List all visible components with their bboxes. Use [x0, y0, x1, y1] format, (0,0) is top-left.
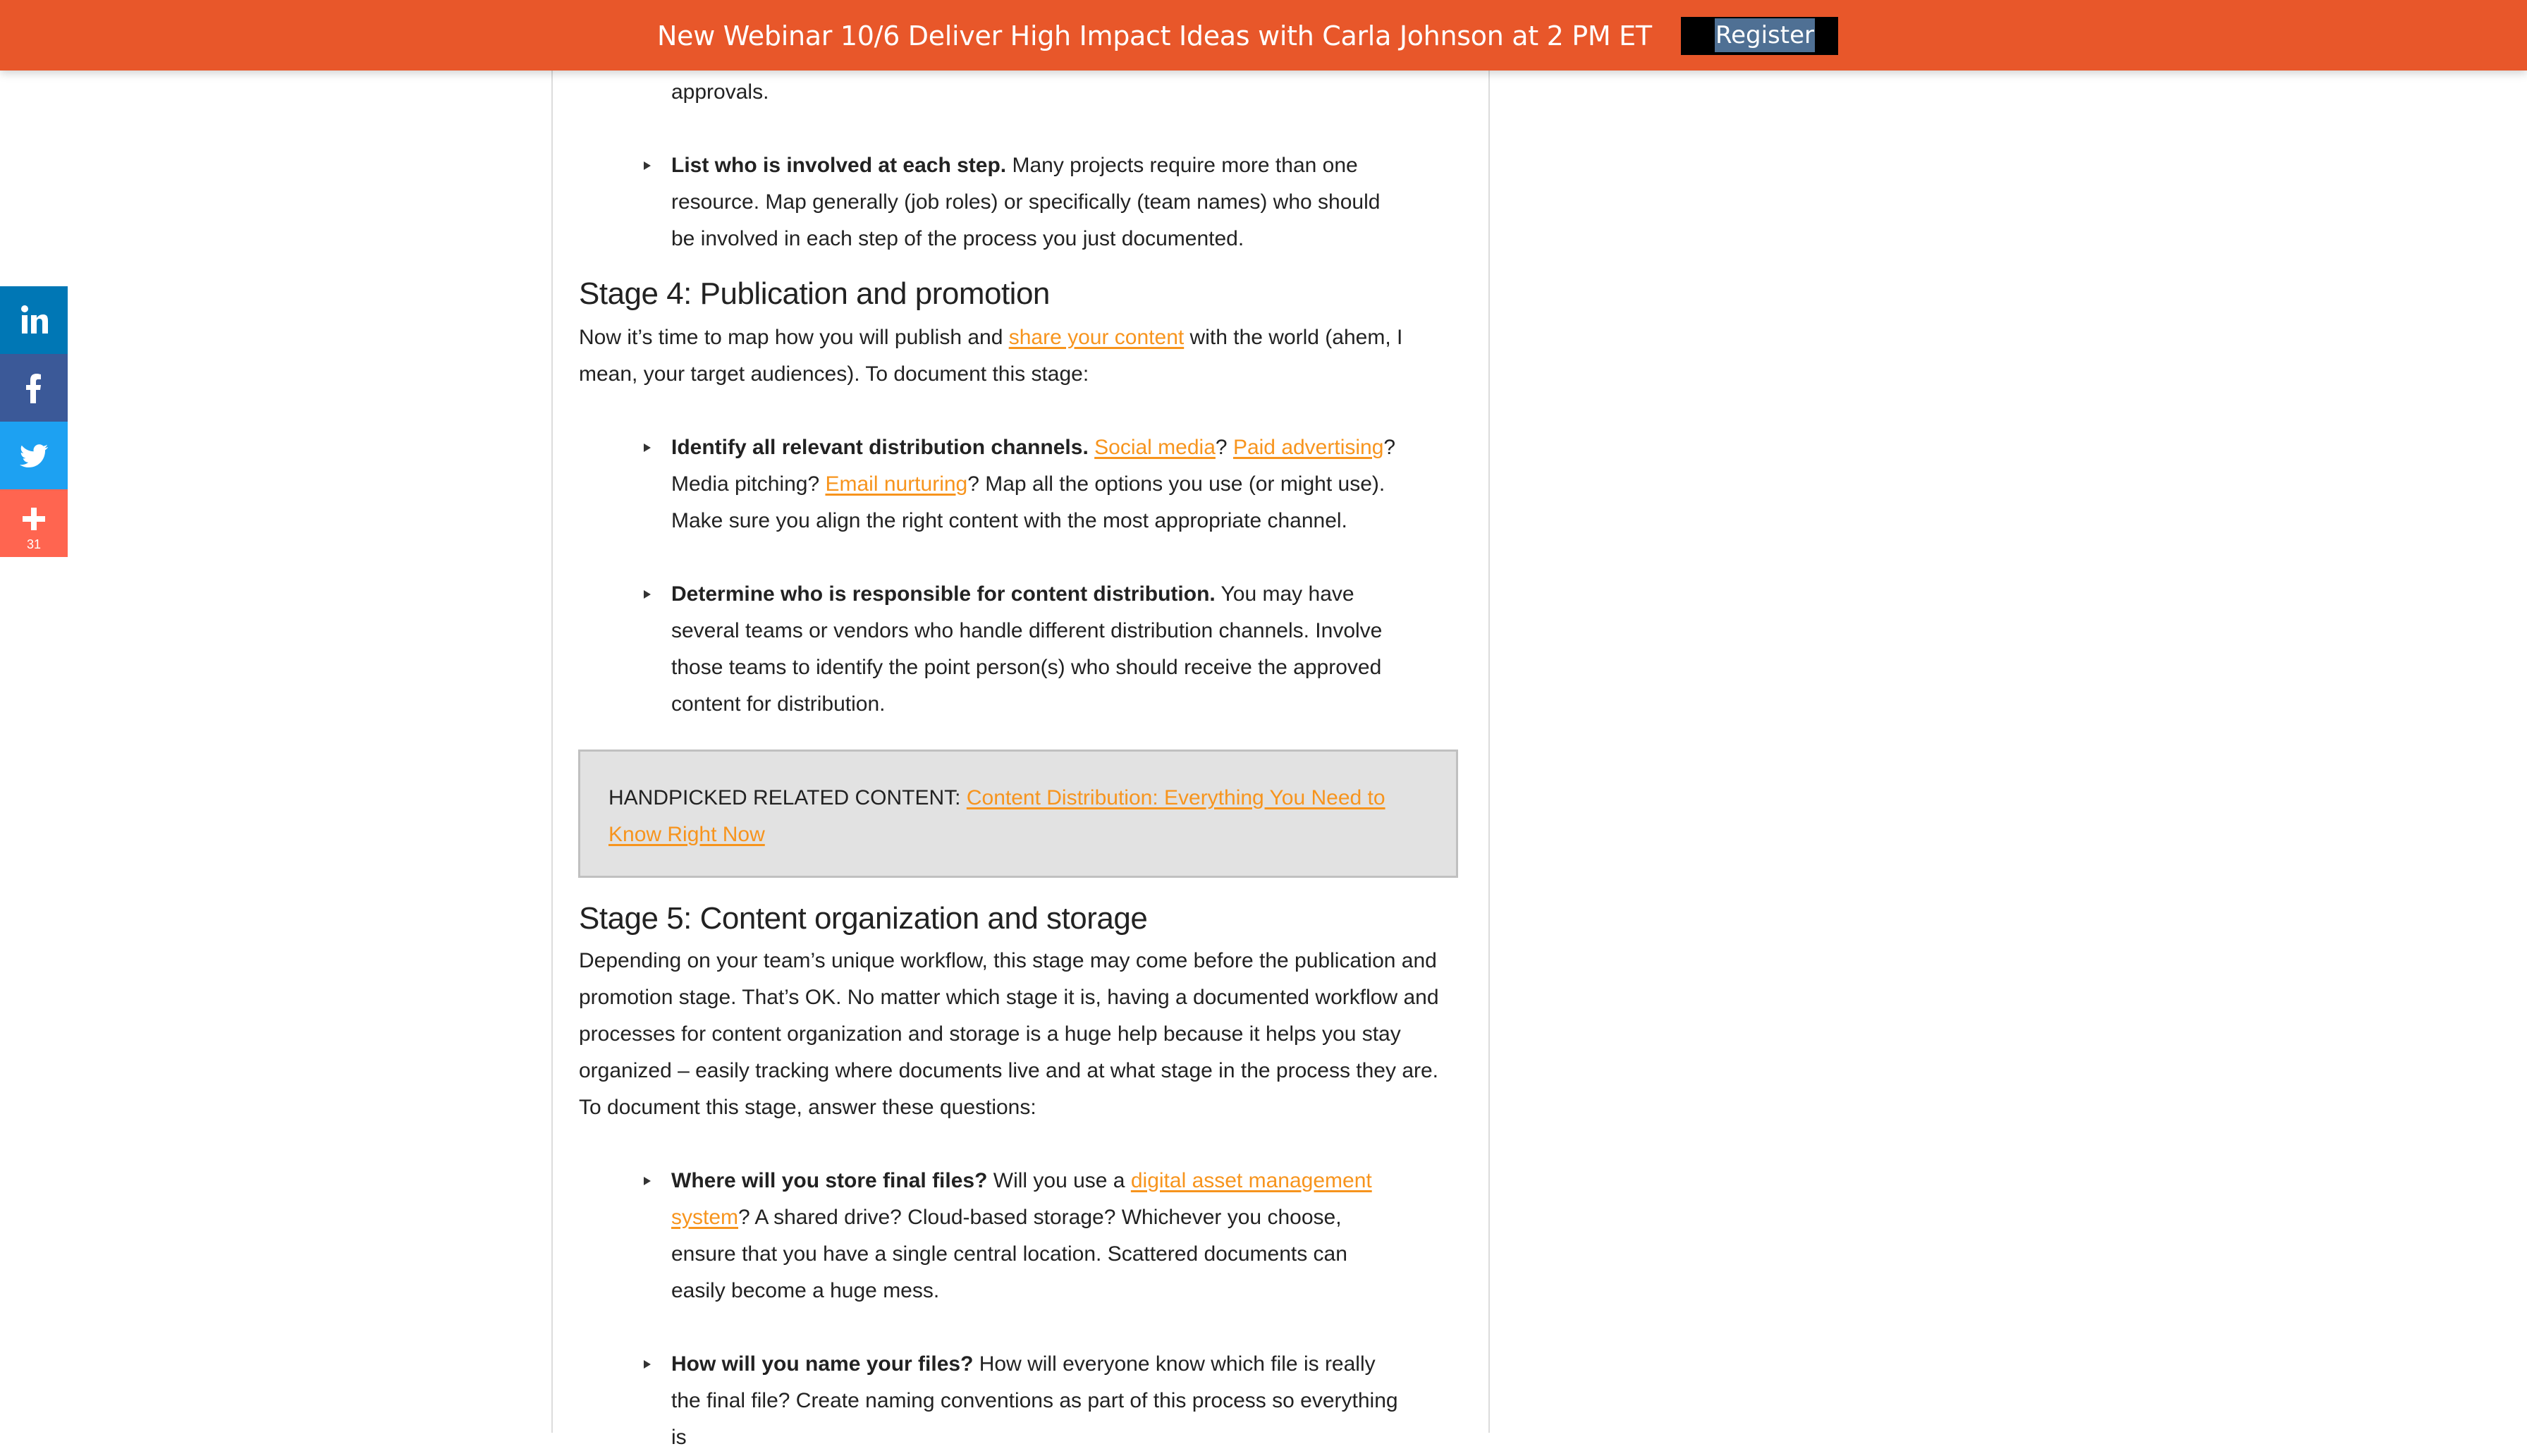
list-item: Determine who is responsible for content distribution. You may have several teams or vendors who handle different distribution channels. Involve those teams to identify the point person(s) who should receive the approved content for distribution.: [579, 576, 1406, 723]
share-linkedin-button[interactable]: [0, 286, 68, 354]
list-item: Where will you store final files? Will you use a digital asset management system? A shared drive? Cloud-based storage? Whichever you choose, ensure that you have a single central location. Scattered documents can easily become a huge mess.: [579, 1163, 1406, 1309]
share-count: 31: [26, 537, 42, 551]
share-your-content-link[interactable]: share your content: [1008, 326, 1185, 349]
social-share-bar: [0, 286, 68, 557]
stage3-list: [579, 147, 1462, 257]
stage5-intro: Depending on your team’s unique workflow, this stage may come before the publication and promotion stage. That’s OK. No matter which stage it is, having a documented workflow and processes for content organization and storage is a huge help because it helps you stay organized – easily tracking where documents live and at what stage in the process they are. To document this stage, answer these questions:: [579, 949, 1439, 1119]
paid-advertising-link[interactable]: Paid advertising: [1232, 436, 1384, 459]
banner-text: New Webinar 10/6 Deliver High Impact Ideas with Carla Johnson at 2 PM ET: [657, 20, 1652, 51]
list-item: Identify all relevant distribution channels. Social media? Paid advertising? Media pitching? Email nurturing? Map all the options you use (or might use). Make sure you align the right content with the most appropriate channel.: [579, 429, 1406, 539]
linkedin-icon: [20, 305, 48, 336]
plus-icon: [20, 503, 48, 534]
share-more-button[interactable]: [0, 489, 68, 557]
stage4-intro: Now it’s time to map how you will publish and share your content with the world (ahem, I mean, your target audiences). To document this stage:: [579, 326, 1403, 386]
share-twitter-button[interactable]: [0, 422, 68, 489]
webinar-banner: [0, 0, 2527, 71]
article-body: [579, 71, 1462, 1456]
register-button[interactable]: [1681, 17, 1838, 55]
callout-wrapper: [579, 750, 1462, 878]
related-content-callout: [578, 750, 1458, 878]
register-label: Register: [1715, 18, 1815, 52]
list-item: How will you name your files? How will everyone know which file is really the final file? Create naming conventions as part of this process so everything is: [579, 1346, 1406, 1456]
content-column-right-border: [1488, 71, 1490, 1433]
email-nurturing-link[interactable]: Email nurturing: [825, 472, 968, 496]
bullet-bold-lead: List who is involved at each step.: [671, 154, 1007, 177]
stage4-heading: Stage 4: Publication and promotion: [579, 276, 1050, 311]
stage5-heading: Stage 5: Content organization and storage: [579, 901, 1148, 936]
facebook-icon: [20, 372, 48, 403]
share-facebook-button[interactable]: [0, 354, 68, 422]
twitter-icon: [20, 440, 48, 471]
dam-system-link[interactable]: digital asset management system: [671, 1169, 1372, 1229]
stage4-list: [579, 429, 1462, 723]
continuation-text: approvals.: [671, 80, 769, 104]
social-media-link[interactable]: Social media: [1094, 436, 1216, 459]
list-item: List who is involved at each step. Many projects require more than one resource. Map generally (job roles) or specifically (team names) who should be involved in each step of the process you just documented.: [579, 147, 1406, 257]
stage5-list: [579, 1163, 1462, 1456]
content-column-left-border: [551, 71, 553, 1433]
related-content-link[interactable]: Content Distribution: Everything You Need to Know Right Now: [608, 786, 1385, 846]
callout-label: HANDPICKED RELATED CONTENT:: [608, 786, 967, 809]
